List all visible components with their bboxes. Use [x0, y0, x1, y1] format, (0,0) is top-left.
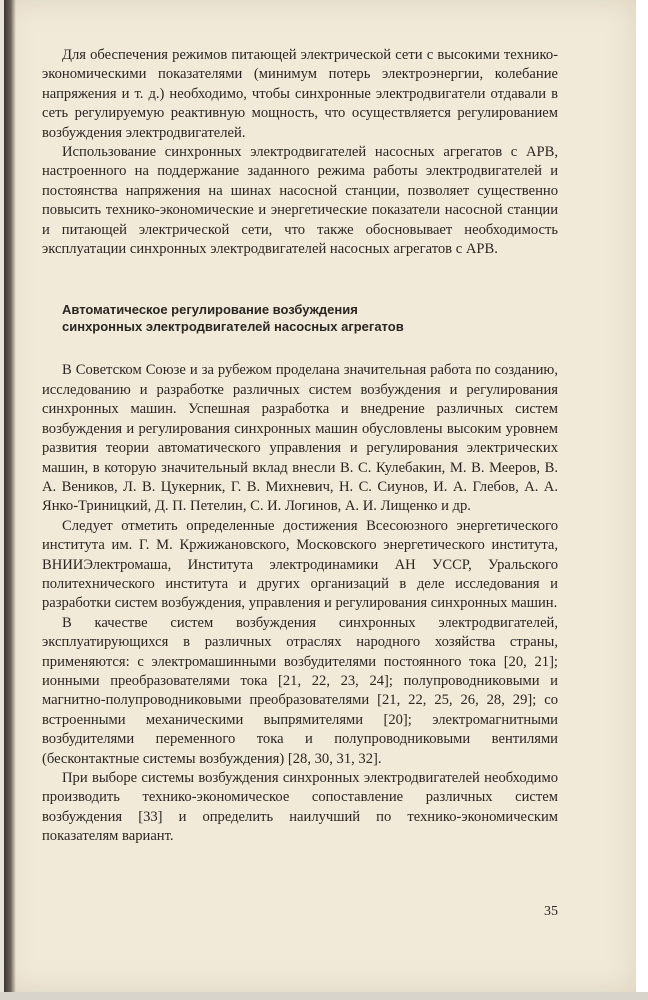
section-heading-line-1: Автоматическое регулирование возбуждения — [62, 302, 358, 318]
section-heading-line-2: синхронных электродвигателей насосных агрегатов — [62, 319, 404, 335]
paragraph-system-selection: При выборе системы возбуждения синхронных электродвигателей необходимо производить технико-экономическое сопоставление различных систем возбуждения [33] и определить наилучший по технико-экономическим показателям вариант. — [42, 770, 558, 845]
paragraph-research-overview: В Советском Союзе и за рубежом проделана значительная работа по созданию, исследованию и разработке различных систем возбуждения и регулирования синхронных машин. Успешная разработка и внедрение различных систем возбуждения и регулирования синхронных машин обусловлены высоким уровнем развития теории автоматического управления и регулирования электрических машин, в которую значительный вклад внесли В. С. Кулебакин, М. В. Мееров, В. А. Веников, Л. В. Цукерник, Г. В. Михневич, Н. С. Сиунов, И. А. Глебов, А. А. Янко-Триницкий, Д. П. Петелин, С. И. Логинов, А. И. Лищенко и др. — [42, 362, 558, 515]
paragraph-network-modes: Для обеспечения режимов питающей электрической сети с высокими технико-экономическими показателями (минимум потерь электроэнергии, колебание напряжения и т. д.) необходимо, чтобы синхронные электродвигатели отдавали в сеть регулируемую реактивную мощность, что осуществляется регулированием возбуждения электродвигателей. — [42, 47, 558, 141]
page-content — [42, 46, 558, 847]
book-spine-shadow — [4, 0, 16, 992]
page-number: 35 — [544, 904, 558, 919]
paragraph-excitation-systems: В качестве систем возбуждения синхронных электродвигателей, эксплуатирующихся в различных отраслях народного хозяйства страны, применяются: с электромашинными возбудителями постоянного тока [20, 21]; ионными преобразователями тока [21, 22, 23, 24]; полупроводниковыми и магнитно-полупроводниковыми преобразователями [21, 22, 25, 26, 28, 29]; со встроенными механическими выпрямителями [20]; электромагнитными возбудителями переменного тока и полупроводниковыми вентилями (бесконтактные системы возбуждения) [28, 30, 31, 32]. — [42, 614, 558, 767]
scan-margin-bottom — [0, 992, 648, 1000]
scan-margin-right — [636, 0, 648, 1000]
paragraph-arv-usage: Использование синхронных электродвигателей насосных агрегатов с АРВ, настроенного на поддержание заданного режима работы электродвигателей и постоянства напряжения на шинах насосной станции, позволяет существенно повысить технико-экономические и энергетические показатели насосной станции и питающей электрической сети, что также обосновывает необходимость эксплуатации синхронных электродвигателей насосных агрегатов с АРВ. — [42, 144, 558, 258]
paragraph-institutions: Следует отметить определенные достижения Всесоюзного энергетического института им. Г. М. Кржижановского, Московского энергетического института, ВНИИЭлектромаша, Института электродинамики АН УССР, Уральского политехнического института и других организаций в деле исследования и разработки систем возбуждения, управления и регулирования синхронных машин. — [42, 517, 558, 612]
section-heading — [62, 301, 558, 335]
